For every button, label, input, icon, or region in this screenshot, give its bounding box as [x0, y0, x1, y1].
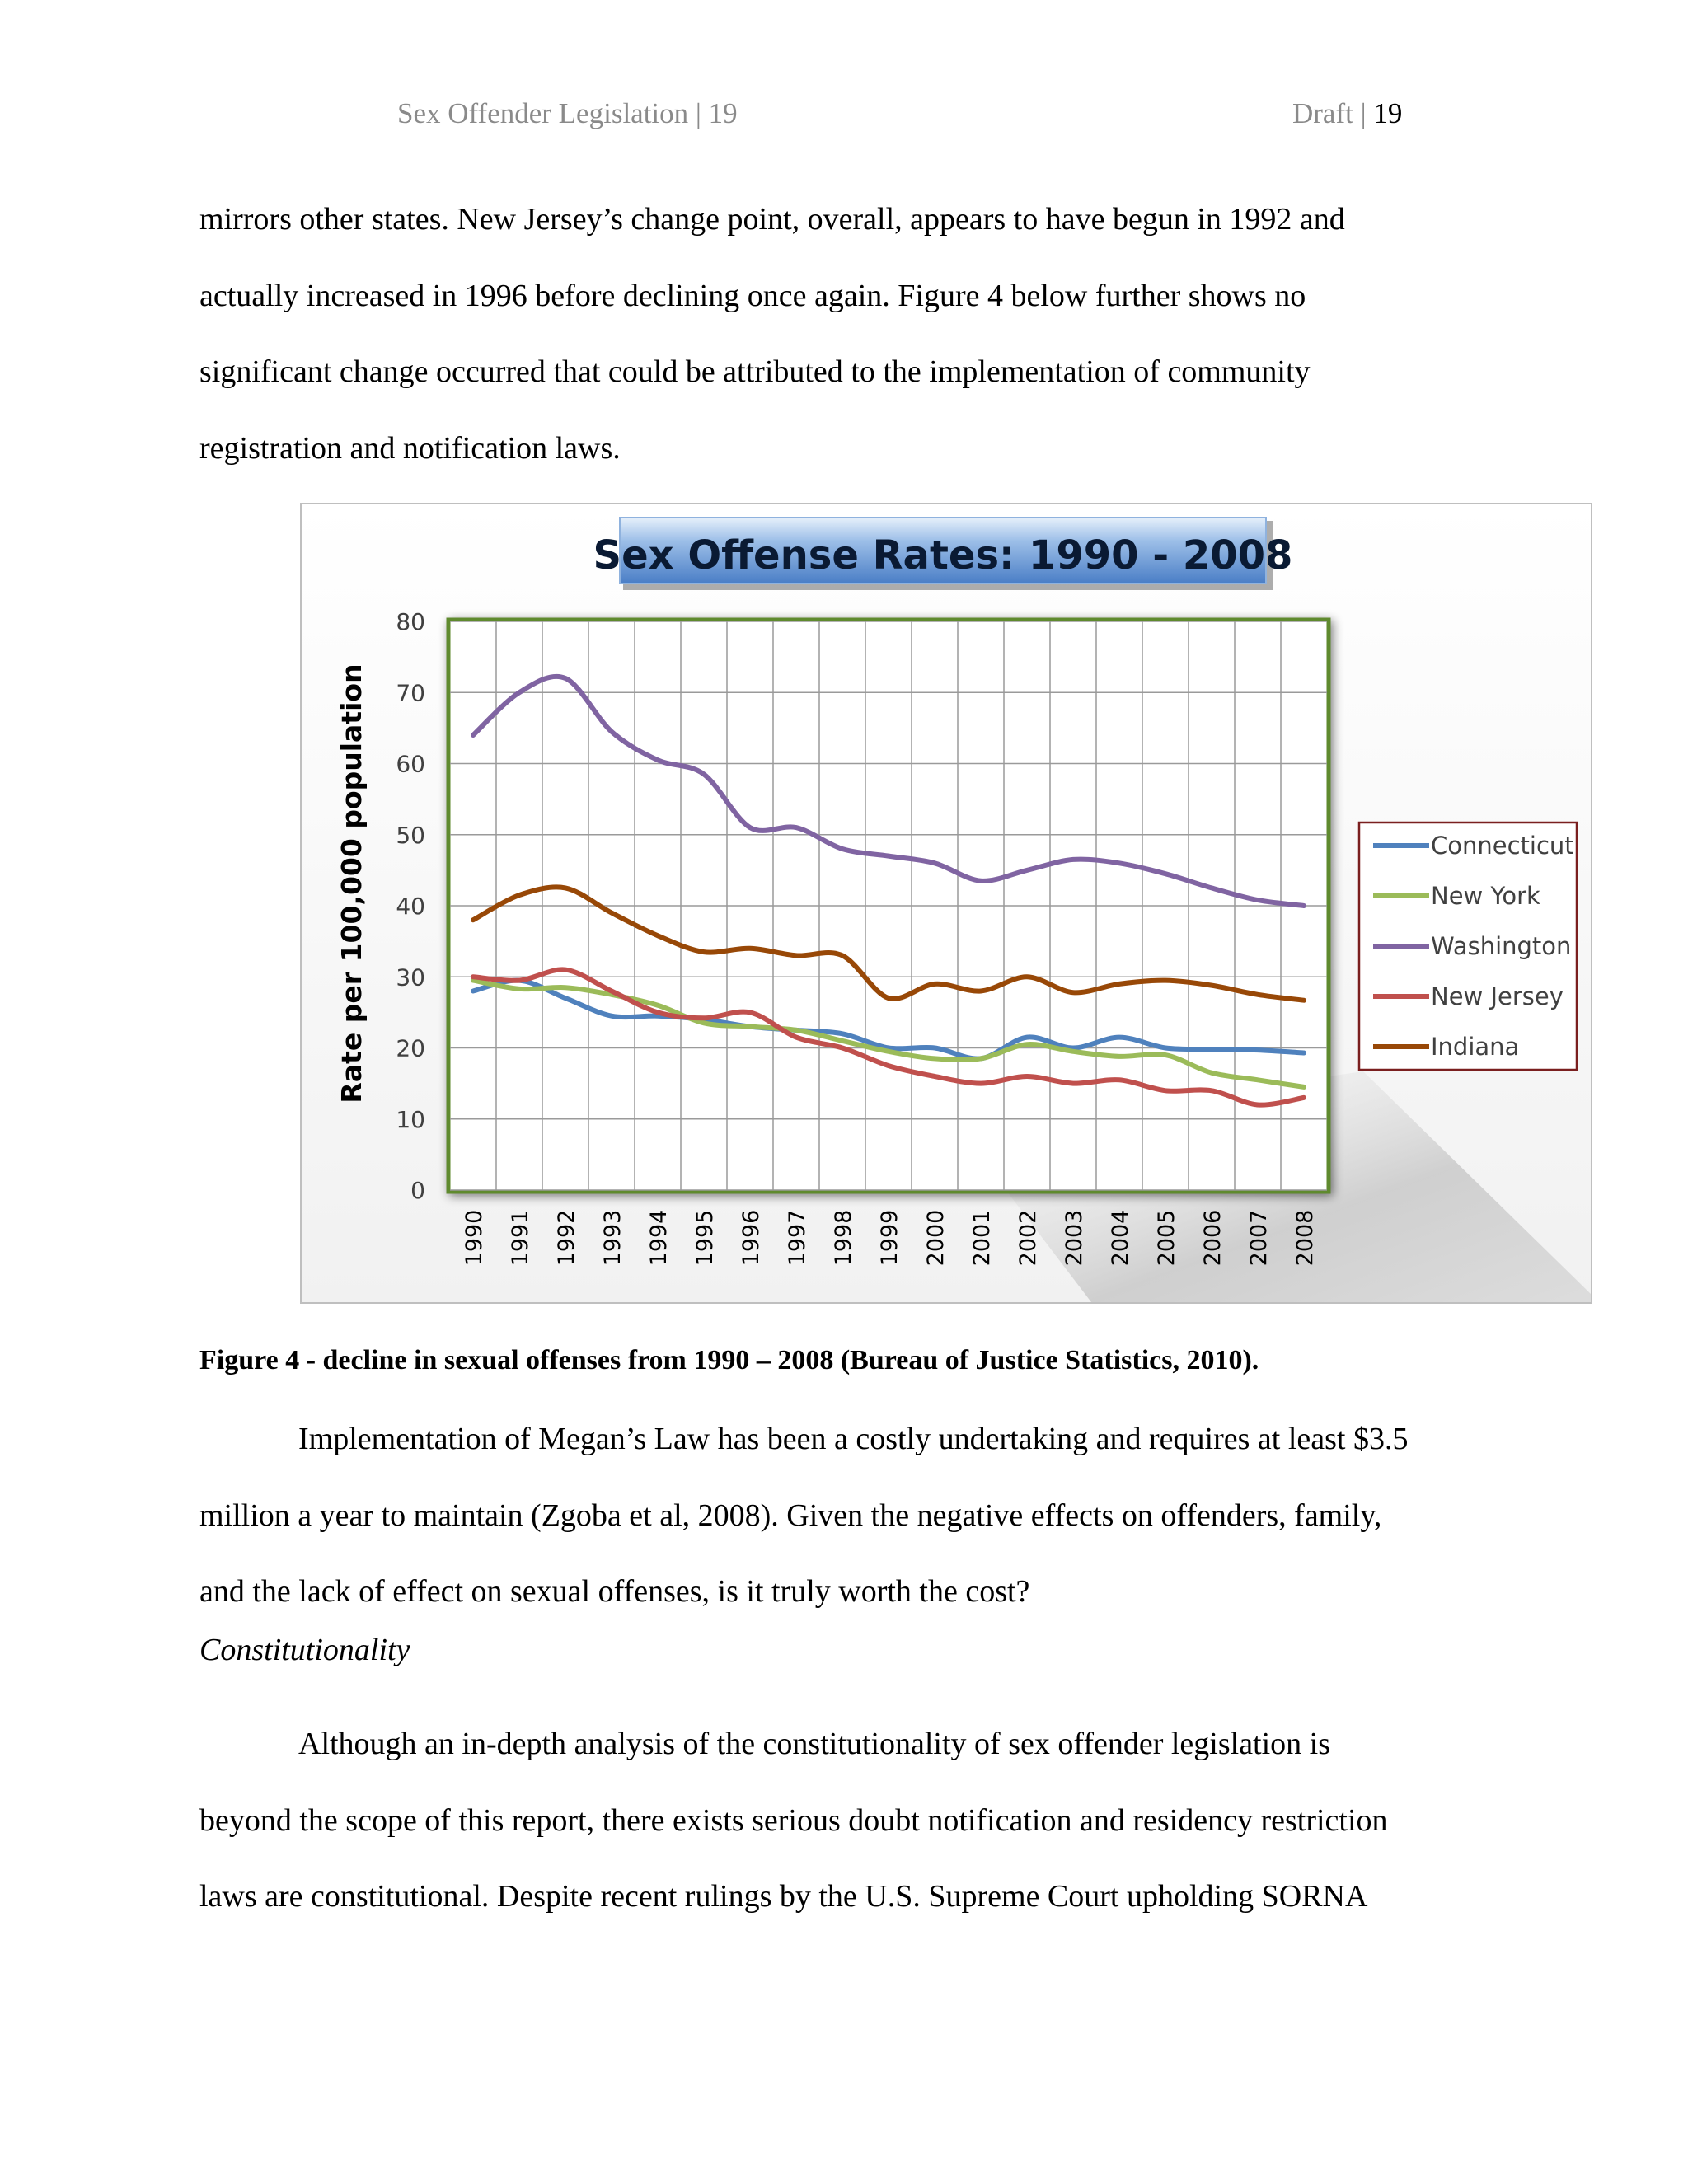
x-tick-label: 1999 [877, 1209, 903, 1267]
y-tick-label: 50 [396, 821, 425, 849]
x-tick-label: 1998 [831, 1209, 856, 1267]
draft-page-label [1292, 97, 1402, 130]
text-line: mirrors other states. New Jersey’s change point, overall, appears to have begun in 1992 and [199, 202, 1345, 237]
paragraph-intro [199, 181, 1485, 486]
paragraph-cost [199, 1401, 1485, 1630]
y-tick-label: 30 [396, 963, 425, 991]
running-header: Sex Offender Legislation | 19 [397, 97, 738, 129]
x-tick-label: 2008 [1292, 1209, 1318, 1267]
draft-label: Draft | [1292, 97, 1367, 129]
x-tick-label: 1997 [785, 1209, 810, 1267]
text-line: significant change occurred that could be attributed to the implementation of community [199, 354, 1311, 389]
text-line: and the lack of effect on sexual offenses, is it truly worth the cost? [199, 1574, 1030, 1609]
y-tick-label: 0 [410, 1177, 425, 1204]
legend-label-connecticut: Connecticut [1431, 832, 1574, 860]
y-axis-ticks [396, 608, 425, 1204]
page-number: 19 [1373, 97, 1403, 129]
x-tick-label: 1990 [462, 1209, 487, 1267]
text-line: actually increased in 1996 before declining once again. Figure 4 below further shows no [199, 278, 1306, 313]
x-tick-label: 2005 [1154, 1209, 1179, 1267]
x-tick-label: 2000 [923, 1209, 949, 1267]
section-heading: Constitutionality [199, 1633, 410, 1667]
y-tick-label: 80 [396, 608, 425, 635]
line-chart [300, 503, 1592, 1304]
chart-title-box [593, 518, 1293, 590]
text-line: Although an in-depth analysis of the constitutionality of sex offender legislation is [298, 1727, 1331, 1761]
x-tick-label: 1991 [508, 1209, 533, 1267]
text-line: million a year to maintain (Zgoba et al, 2008). Given the negative effects on offenders, family, [199, 1497, 1382, 1533]
legend-label-washington: Washington [1431, 932, 1572, 960]
legend-label-new-jersey: New Jersey [1431, 982, 1564, 1010]
chart-figure [300, 503, 1592, 1304]
x-tick-label: 1994 [646, 1209, 672, 1267]
x-tick-label: 2001 [969, 1209, 995, 1267]
legend[interactable] [1359, 823, 1577, 1070]
x-tick-label: 2004 [1108, 1209, 1133, 1267]
x-tick-label: 2002 [1015, 1209, 1041, 1267]
figure-caption: Figure 4 - decline in sexual offenses from 1990 – 2008 (Bureau of Justice Statistics, 2010). [199, 1345, 1259, 1376]
x-tick-label: 1995 [692, 1209, 718, 1267]
chart-title: Sex Offense Rates: 1990 - 2008 [593, 532, 1293, 579]
x-tick-label: 1993 [600, 1209, 626, 1267]
text-line: Implementation of Megan’s Law has been a costly undertaking and requires at least $3.5 [298, 1422, 1409, 1456]
y-tick-label: 40 [396, 893, 425, 920]
text-line: beyond the scope of this report, there exists serious doubt notification and residency restriction [199, 1802, 1388, 1838]
x-tick-label: 2007 [1246, 1209, 1272, 1267]
y-tick-label: 60 [396, 750, 425, 778]
x-tick-label: 2006 [1200, 1209, 1226, 1267]
text-line: laws are constitutional. Despite recent rulings by the U.S. Supreme Court upholding SORNA [199, 1879, 1368, 1914]
legend-label-indiana: Indiana [1431, 1033, 1520, 1061]
x-tick-label: 1992 [554, 1209, 579, 1267]
text-line: registration and notification laws. [199, 430, 621, 466]
x-tick-label: 1996 [738, 1209, 764, 1267]
y-tick-label: 20 [396, 1034, 425, 1062]
x-tick-label: 2003 [1062, 1209, 1087, 1267]
legend-label-new-york: New York [1431, 882, 1540, 910]
y-tick-label: 10 [396, 1105, 425, 1133]
paragraph-constitutionality [199, 1706, 1485, 1935]
y-axis-label: Rate per 100,000 population [335, 663, 368, 1104]
y-tick-label: 70 [396, 679, 425, 707]
